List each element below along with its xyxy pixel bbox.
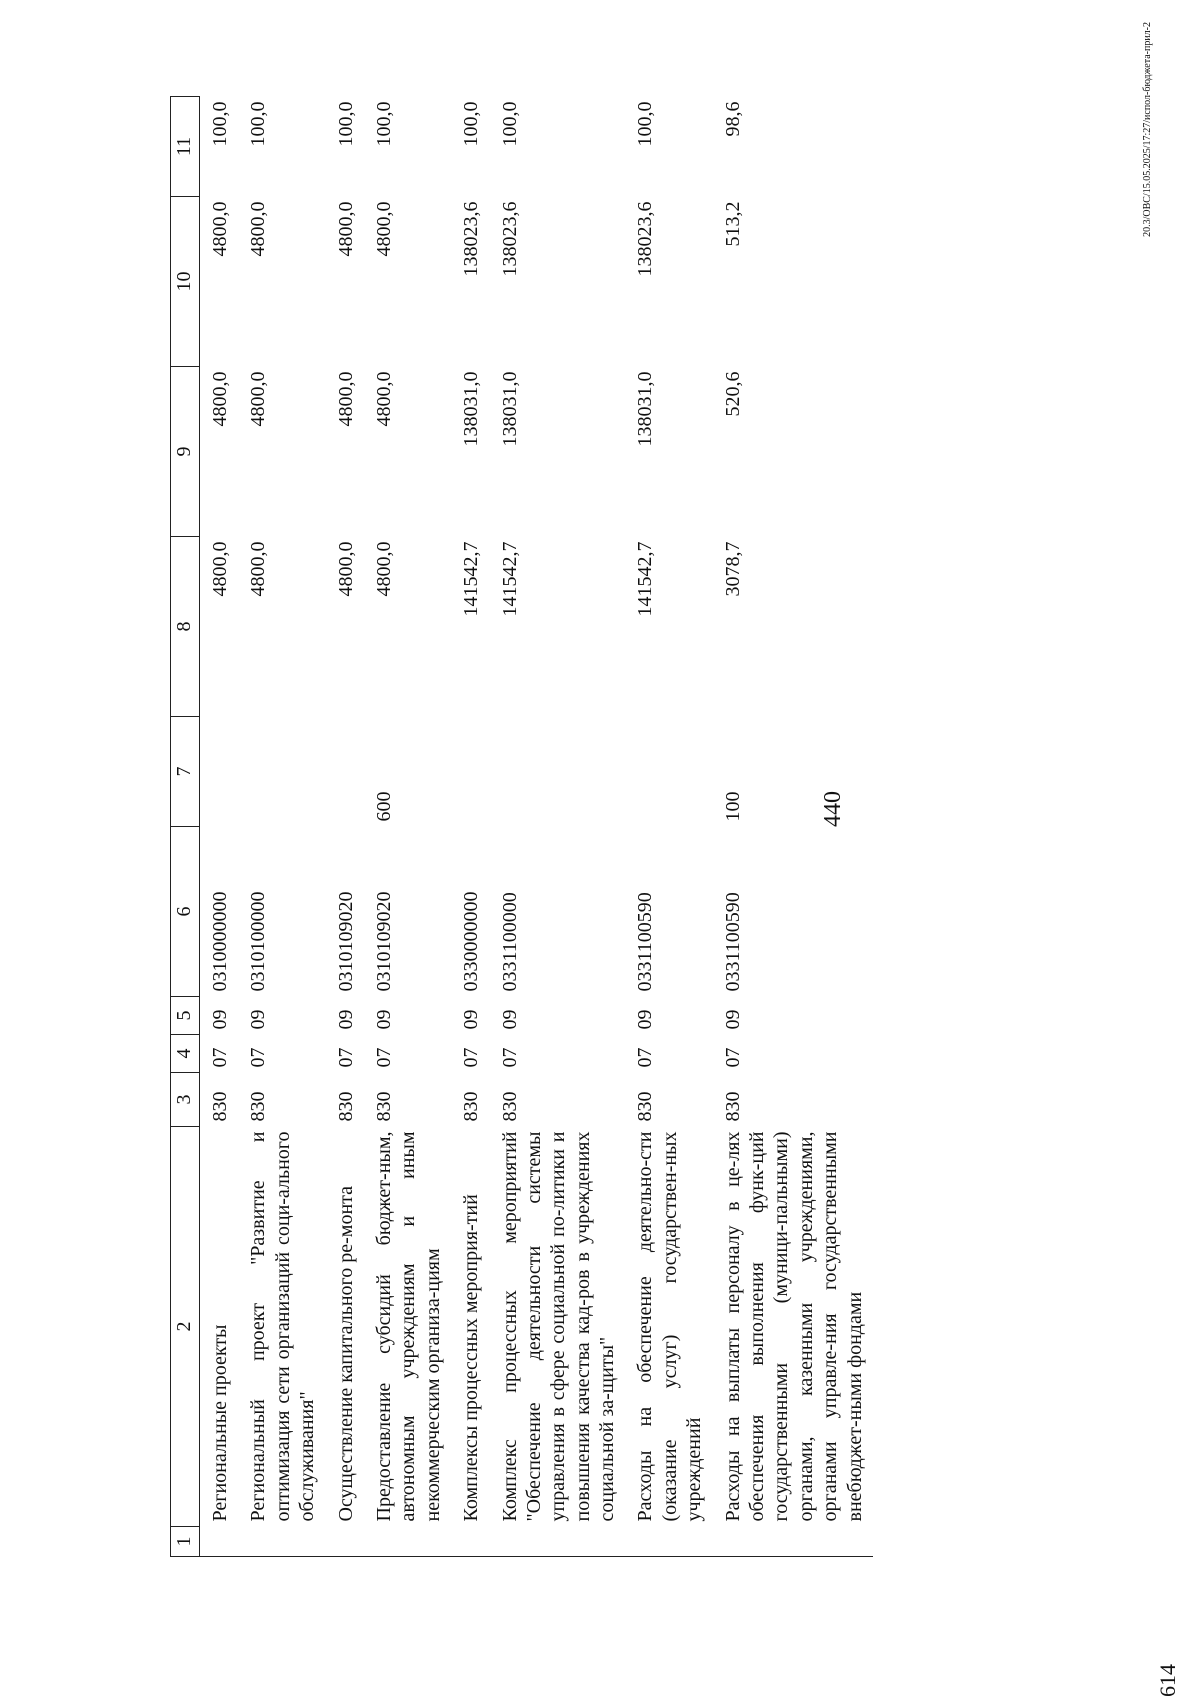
cell-code: 830 [460, 1091, 483, 1122]
cell-expense-type [200, 717, 239, 827]
column-number: 8 [171, 537, 200, 717]
cell-refined-plan: 4800,0 [372, 371, 395, 427]
cell-expense-type [326, 717, 364, 827]
cell-plan: 3078,7 [721, 541, 744, 597]
column-number: 6 [171, 827, 200, 997]
cell-target-article: 0330000000 [460, 891, 483, 992]
cell-target-article: 0310000000 [209, 891, 231, 992]
cell-refined-plan: 138031,0 [460, 371, 483, 447]
cell-code: 830 [247, 1091, 270, 1122]
cell-refined-plan: 138031,0 [498, 371, 521, 447]
column-number: 9 [171, 367, 200, 537]
cell-plan: 4800,0 [209, 541, 231, 597]
document-stamp: 20.3/ОВС/15.05.2025/17:27/испол-бюджета-прил-2 [1142, 22, 1153, 237]
cell-index [451, 1527, 489, 1557]
cell-index [238, 1527, 325, 1557]
cell-code: 830 [721, 1091, 744, 1122]
cell-section: 07 [334, 1047, 357, 1068]
cell-refined-plan: 4800,0 [334, 371, 357, 427]
cell-plan: 4800,0 [334, 541, 357, 597]
cell-executed: 4800,0 [209, 201, 231, 257]
row-name: Расходы на выплаты персоналу в це-лях обеспечения выполнения функ-ций государственными (муници-пальными) органами, казенными учреждениями, органами управле-ния государственными внебюджет-ными фондами [721, 1131, 866, 1522]
cell-expense-type: 600 [372, 791, 395, 822]
cell-expense-type: 100 [721, 791, 744, 822]
cell-target-article: 0310100000 [247, 891, 270, 992]
column-number: 7 [171, 717, 200, 827]
cell-section: 07 [721, 1047, 744, 1068]
page-number-top: 440 [820, 791, 846, 827]
cell-executed: 4800,0 [334, 201, 357, 257]
cell-percent: 98,6 [721, 101, 744, 137]
column-number: 5 [171, 997, 200, 1035]
cell-section: 07 [460, 1047, 483, 1068]
cell-code: 830 [498, 1091, 521, 1122]
cell-index [490, 1527, 626, 1557]
cell-section: 07 [372, 1047, 395, 1068]
cell-executed: 138023,6 [634, 201, 657, 277]
cell-refined-plan: 4800,0 [209, 371, 231, 427]
cell-refined-plan: 520,6 [721, 371, 744, 417]
cell-executed: 4800,0 [247, 201, 270, 257]
cell-percent: 100,0 [460, 101, 483, 147]
column-number: 3 [171, 1073, 200, 1127]
cell-section: 07 [247, 1047, 270, 1068]
cell-section: 07 [634, 1047, 657, 1068]
cell-subsection: 09 [634, 1009, 657, 1030]
table-row [451, 97, 489, 1557]
cell-target-article: 0331100590 [721, 892, 744, 992]
cell-target-article: 0310109020 [372, 891, 395, 992]
cell-subsection: 09 [209, 1009, 231, 1030]
cell-code: 830 [334, 1091, 357, 1122]
cell-index [713, 1527, 873, 1557]
cell-executed: 138023,6 [460, 201, 483, 277]
cell-percent: 100,0 [498, 101, 521, 147]
table-row [713, 97, 873, 1557]
budget-table [170, 96, 873, 1557]
table-row [200, 97, 239, 1557]
cell-subsection: 09 [334, 1009, 357, 1030]
cell-index [200, 1527, 239, 1557]
table-row [238, 97, 325, 1557]
cell-subsection: 09 [247, 1009, 270, 1030]
column-number: 2 [171, 1127, 200, 1527]
cell-index [326, 1527, 364, 1557]
row-name: Расходы на обеспечение деятельно-сти (оказание услуг) государствен-ных учреждений [634, 1131, 706, 1522]
cell-section: 07 [209, 1047, 231, 1068]
table-body [171, 97, 873, 1557]
cell-section: 07 [498, 1047, 521, 1068]
table-row [326, 97, 364, 1557]
cell-percent: 100,0 [634, 101, 657, 147]
cell-subsection: 09 [721, 1009, 744, 1030]
cell-index [625, 1527, 712, 1557]
row-name: Комплексы процессных мероприя-тий [460, 1194, 483, 1522]
cell-expense-type [625, 717, 712, 827]
cell-percent: 100,0 [372, 101, 395, 147]
cell-expense-type [238, 717, 325, 827]
table-row [364, 97, 451, 1557]
column-number: 11 [171, 97, 200, 197]
column-number-row [171, 97, 200, 1557]
cell-target-article: 0331100590 [634, 892, 657, 992]
row-name: Комплекс процессных мероприятий "Обеспечение деятельности системы управления в сфере социальной по-литики и повышения качества кад-ров в учреждениях социальной за-щиты" [498, 1131, 619, 1522]
cell-plan: 141542,7 [460, 541, 483, 617]
cell-target-article: 0331100000 [498, 892, 521, 992]
cell-percent: 100,0 [334, 101, 357, 147]
row-name: Осуществление капитального ре-монта [334, 1185, 357, 1522]
column-number: 1 [171, 1527, 200, 1557]
cell-plan: 4800,0 [372, 541, 395, 597]
cell-target-article: 0310109020 [334, 891, 357, 992]
cell-code: 830 [209, 1091, 231, 1122]
page-number-bottom: 614 [1155, 1664, 1180, 1697]
cell-refined-plan: 4800,0 [247, 371, 270, 427]
cell-code: 830 [634, 1091, 657, 1122]
table-row [490, 97, 626, 1557]
cell-executed: 4800,0 [372, 201, 395, 257]
cell-refined-plan: 138031,0 [634, 371, 657, 447]
cell-plan: 141542,7 [498, 541, 521, 617]
column-number: 10 [171, 197, 200, 367]
row-name: Региональные проекты [209, 1324, 231, 1522]
cell-subsection: 09 [498, 1009, 521, 1030]
row-name: Региональный проект "Развитие и оптимизация сети организаций соци-ального обслуживания" [247, 1131, 319, 1522]
cell-expense-type [451, 717, 489, 827]
cell-subsection: 09 [460, 1009, 483, 1030]
cell-executed: 138023,6 [498, 201, 521, 277]
column-number: 4 [171, 1035, 200, 1073]
cell-percent: 100,0 [209, 101, 231, 147]
cell-plan: 141542,7 [634, 541, 657, 617]
cell-executed: 513,2 [721, 201, 744, 247]
cell-code: 830 [372, 1091, 395, 1122]
cell-index [364, 1527, 451, 1557]
cell-percent: 100,0 [247, 101, 270, 147]
cell-expense-type [490, 717, 626, 827]
cell-subsection: 09 [372, 1009, 395, 1030]
table-row [625, 97, 712, 1557]
cell-plan: 4800,0 [247, 541, 270, 597]
row-name: Предоставление субсидий бюджет-ным, автономным учреждениям и иным некоммерческим организа-циям [372, 1131, 444, 1522]
